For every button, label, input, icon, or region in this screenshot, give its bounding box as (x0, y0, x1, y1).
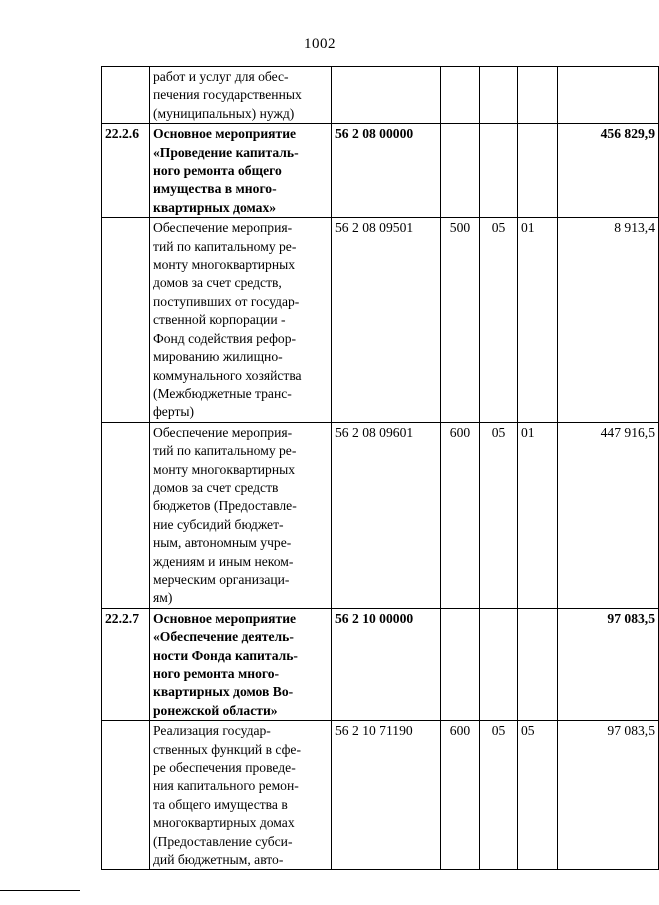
subsection-cell (518, 67, 558, 124)
item-name-line: бюджетов (Предоставле- (153, 498, 297, 514)
expense-group-cell (441, 608, 480, 720)
item-name-line: ронежской области» (153, 702, 278, 718)
amount-cell: 447 916,5 (558, 422, 659, 608)
amount-cell (558, 67, 659, 124)
item-name-cell (150, 67, 332, 124)
item-name-line: печения государственных (153, 87, 302, 103)
item-number-cell: 22.2.6 (102, 124, 150, 218)
item-name-line: (муниципальных) нужд) (153, 105, 295, 121)
amount-cell: 97 083,5 (558, 721, 659, 870)
target-code-cell: 56 2 08 09601 (332, 422, 441, 608)
table-row (102, 608, 659, 720)
expense-group-cell (441, 67, 480, 124)
section-cell (480, 124, 518, 218)
item-name-cell (150, 422, 332, 608)
table-row (102, 67, 659, 124)
item-name-line: Основное мероприятие (153, 610, 297, 626)
item-name-line: ре обеспечения проведе- (153, 760, 296, 776)
item-number-cell (102, 67, 150, 124)
item-name-line: Обеспечение мероприя- (153, 424, 293, 440)
budget-table (101, 66, 659, 870)
item-name-line: ственной корпорации - (153, 312, 286, 328)
item-name-line: монту многоквартирных (153, 461, 296, 477)
section-cell: 05 (480, 422, 518, 608)
table-row (102, 422, 659, 608)
item-name-line: мированию жилищно- (153, 349, 283, 365)
item-name-line: домов за счет средств, (153, 275, 282, 291)
item-number-cell (102, 721, 150, 870)
item-name-line: ферты) (153, 404, 195, 420)
item-name-line: ным, автономным учре- (153, 535, 292, 551)
table-row (102, 218, 659, 422)
item-name-line: монту многоквартирных (153, 257, 296, 273)
item-name-line: работ и услуг для обес- (153, 69, 289, 84)
item-name-line: мерческим организаци- (153, 571, 290, 587)
item-number-cell: 22.2.7 (102, 608, 150, 720)
item-name-line: «Проведение капиталь- (153, 144, 299, 160)
target-code-cell: 56 2 08 09501 (332, 218, 441, 422)
item-name-cell (150, 608, 332, 720)
item-name-line: (Межбюджетные транс- (153, 385, 292, 401)
subsection-cell (518, 608, 558, 720)
amount-cell: 8 913,4 (558, 218, 659, 422)
item-name-line: «Обеспечение деятель- (153, 629, 294, 645)
item-name-line: тий по капитальному ре- (153, 238, 297, 254)
item-name-line: коммунального хозяйства (153, 367, 302, 383)
item-name-line: ждениям и иным неком- (153, 553, 294, 569)
section-cell (480, 608, 518, 720)
item-name-line: многоквартирных домах (153, 815, 295, 831)
item-name-line: ния капитального ремон- (153, 778, 299, 794)
item-name-line: поступивших от государ- (153, 293, 300, 309)
expense-group-cell: 600 (441, 422, 480, 608)
item-name-line: та общего имущества в (153, 796, 288, 812)
target-code-cell: 56 2 10 00000 (332, 608, 441, 720)
table-row (102, 721, 659, 870)
item-name-line: ного ремонта общего (153, 163, 282, 179)
page-number: 1002 (304, 36, 336, 52)
item-name-line: квартирных домах» (153, 199, 277, 215)
item-name-line: Реализация государ- (153, 723, 271, 739)
target-code-cell: 56 2 10 71190 (332, 721, 441, 870)
item-name-line: ственных функций в сфе- (153, 741, 301, 757)
target-code-cell: 56 2 08 00000 (332, 124, 441, 218)
section-cell: 05 (480, 721, 518, 870)
amount-cell: 456 829,9 (558, 124, 659, 218)
subsection-cell: 01 (518, 218, 558, 422)
item-name-cell (150, 218, 332, 422)
item-name-line: квартирных домов Во- (153, 684, 294, 700)
subsection-cell: 05 (518, 721, 558, 870)
expense-group-cell: 600 (441, 721, 480, 870)
expense-group-cell (441, 124, 480, 218)
target-code-cell (332, 67, 441, 124)
item-number-cell (102, 422, 150, 608)
subsection-cell: 01 (518, 422, 558, 608)
item-name-line: дий бюджетным, авто- (153, 852, 284, 868)
item-name-line: ного ремонта много- (153, 666, 280, 681)
item-name-line: Основное мероприятие (153, 126, 297, 142)
footnote-rule (0, 890, 80, 891)
item-name-line: домов за счет средств (153, 479, 279, 495)
table-row (102, 124, 659, 218)
subsection-cell (518, 124, 558, 218)
item-name-line: тий по капитальному ре- (153, 443, 297, 459)
item-name-line: (Предоставление субси- (153, 833, 293, 849)
item-name-line: ям) (153, 590, 173, 606)
item-name-cell (150, 721, 332, 870)
amount-cell: 97 083,5 (558, 608, 659, 720)
item-name-line: Фонд содействия рефор- (153, 330, 297, 346)
item-name-line: имущества в много- (153, 181, 277, 197)
expense-group-cell: 500 (441, 218, 480, 422)
item-number-cell (102, 218, 150, 422)
item-name-line: Обеспечение мероприя- (153, 220, 293, 236)
item-name-cell (150, 124, 332, 218)
section-cell: 05 (480, 218, 518, 422)
item-name-line: ние субсидий бюджет- (153, 516, 284, 532)
item-name-line: ности Фонда капиталь- (153, 647, 298, 663)
section-cell (480, 67, 518, 124)
